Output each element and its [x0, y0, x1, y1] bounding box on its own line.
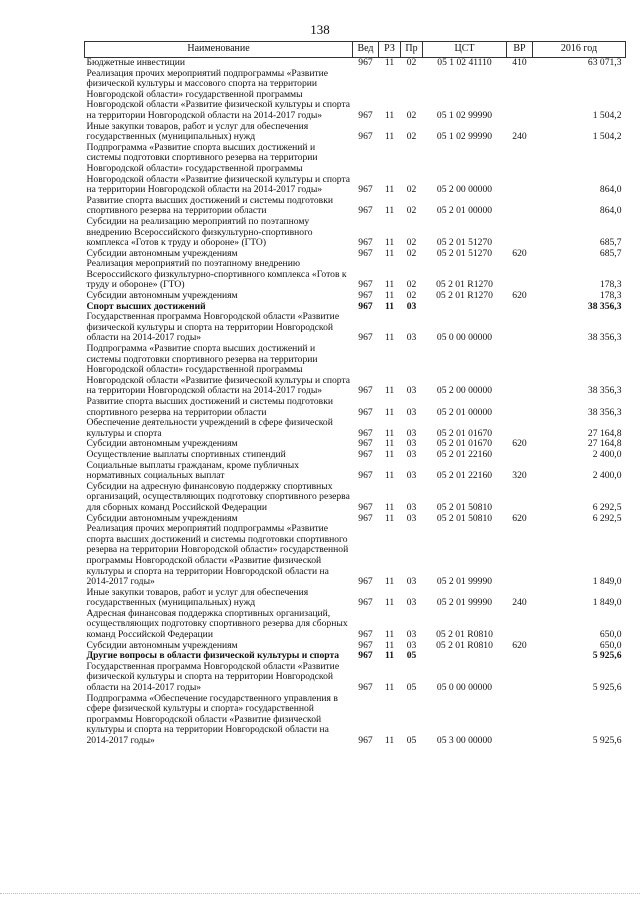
table-row — [85, 58, 626, 69]
row-name: Реализация прочих мероприятий подпрограммы «Развитие спорта высших достижений и системы подготовки спортивного резерва на территории Новгородской области» государственной программы Новгородской области «Развитие физической культуры и спорта на территории Новгородской области на 2014-2017 годы» — [86, 523, 349, 588]
row-rz: 11 — [384, 501, 395, 513]
row-amount: 63 071,3 — [587, 57, 622, 68]
row-vr — [507, 694, 533, 747]
row-ved: 967 — [358, 438, 373, 450]
table-row — [85, 450, 626, 461]
row-rz: 11 — [384, 629, 395, 641]
row-cst: 05 2 01 51270 — [436, 237, 493, 249]
row-rz: 11 — [384, 470, 395, 482]
row-ved: 967 — [358, 576, 373, 588]
row-ved: 967 — [358, 470, 373, 482]
row-vr — [507, 259, 533, 291]
row-cst: 05 2 01 00000 — [436, 205, 493, 217]
row-vr — [507, 450, 533, 461]
row-pr: 02 — [406, 205, 417, 217]
row-pr: 03 — [406, 576, 417, 588]
row-pr: 02 — [406, 109, 417, 121]
row-name: Иные закупки товаров, работ и услуг для обеспечения государственных (муниципальных) нужд — [86, 586, 309, 609]
row-pr: 03 — [406, 597, 417, 609]
row-name: Бюджетные инвестиции — [86, 57, 185, 68]
row-cst: 05 2 01 22160 — [436, 448, 493, 460]
row-vr — [507, 609, 533, 641]
row-vr — [507, 196, 533, 217]
row-pr: 03 — [406, 639, 417, 651]
row-pr: 02 — [406, 57, 417, 68]
row-ved: 967 — [358, 279, 373, 291]
row-amount: 178,3 — [599, 279, 622, 291]
header-name: Наименование — [85, 42, 353, 58]
row-cst: 05 1 02 41110 — [437, 57, 492, 68]
row-ved: 967 — [358, 300, 373, 312]
row-cst: 05 2 01 R0810 — [436, 629, 493, 641]
row-amount: 2 400,0 — [592, 470, 622, 482]
row-ved: 967 — [358, 109, 373, 121]
row-ved: 967 — [358, 512, 373, 524]
row-vr — [507, 524, 533, 588]
row-name: Другие вопросы в области физической культуры и спорта — [86, 650, 340, 662]
table-row — [85, 662, 626, 694]
row-vr: 240 — [512, 131, 527, 143]
header-vr: ВР — [507, 42, 533, 58]
row-pr: 05 — [406, 650, 417, 662]
row-ved: 967 — [358, 131, 373, 143]
row-vr — [507, 312, 533, 344]
table-row — [85, 461, 626, 482]
row-rz: 11 — [384, 57, 395, 68]
row-cst — [423, 302, 507, 313]
row-name: Социальные выплаты гражданам, кроме публичных нормативных социальных выплат — [86, 459, 300, 482]
row-amount: 38 356,3 — [587, 300, 622, 312]
row-name: Субсидии автономным учреждениям — [86, 639, 238, 651]
row-rz: 11 — [384, 735, 395, 746]
row-amount: 685,7 — [599, 237, 622, 249]
row-name: Развитие спорта высших достижений и системы подготовки спортивного резерва на территории области — [86, 396, 334, 418]
row-vr — [507, 418, 533, 439]
row-cst: 05 1 02 99990 — [436, 131, 493, 143]
row-ved: 967 — [358, 501, 373, 513]
row-amount: 38 356,3 — [587, 406, 622, 418]
row-amount: 864,0 — [599, 205, 622, 217]
row-cst: 05 2 01 99990 — [436, 576, 493, 588]
row-pr: 02 — [406, 290, 417, 302]
row-vr: 240 — [512, 597, 527, 609]
row-ved: 967 — [358, 639, 373, 651]
row-amount: 1 504,2 — [592, 131, 622, 143]
table-row — [85, 524, 626, 588]
row-cst: 05 2 00 00000 — [436, 184, 493, 196]
row-vr: 620 — [512, 512, 527, 524]
row-name: Подпрограмма «Развитие спорта высших достижений и системы подготовки спортивного резерва на территории Новгородской области» государственной программы Новгородской области «Развитие физической культуры и спорта на территории Новгородской области на 2014-2017 годы» — [86, 141, 351, 196]
row-pr: 03 — [406, 512, 417, 524]
row-rz: 11 — [384, 448, 395, 460]
row-vr — [507, 651, 533, 662]
row-amount: 27 164,8 — [587, 427, 622, 439]
row-vr: 410 — [512, 57, 527, 68]
row-ved: 967 — [358, 650, 373, 662]
row-rz: 11 — [384, 639, 395, 651]
row-ved: 967 — [358, 735, 373, 746]
table-row — [85, 418, 626, 439]
row-cst: 05 2 01 51270 — [436, 247, 493, 259]
row-ved: 967 — [358, 682, 373, 694]
row-name: Субсидии автономным учреждениям — [86, 438, 238, 450]
row-name: Реализация мероприятий по поэтапному внедрению Всероссийского физкультурно-спортивного комплекса «Готов к труду и обороне» (ГТО) — [86, 258, 347, 291]
row-cst: 05 2 01 01670 — [436, 427, 493, 439]
row-rz: 11 — [384, 131, 395, 143]
row-ved: 967 — [358, 237, 373, 249]
row-rz: 11 — [384, 109, 395, 121]
row-ved: 967 — [358, 332, 373, 344]
row-cst: 05 3 00 00000 — [436, 735, 493, 746]
row-amount: 650,0 — [599, 629, 622, 641]
row-rz: 11 — [384, 332, 395, 344]
row-name: Субсидии автономным учреждениям — [86, 247, 238, 259]
row-name: Субсидии на адресную финансовую поддержку спортивных организаций, осуществляющих подготовку спортивного резерва для сборных команд Российской Федерации — [86, 480, 350, 513]
row-ved: 967 — [358, 448, 373, 460]
row-amount: 2 400,0 — [592, 448, 622, 460]
row-vr: 620 — [512, 290, 527, 302]
row-pr: 02 — [406, 247, 417, 259]
page-number: 138 — [310, 22, 330, 37]
table-row — [85, 609, 626, 641]
table-row — [85, 259, 626, 291]
table-header-row — [85, 42, 626, 58]
row-ved: 967 — [358, 57, 373, 68]
header-year: 2016 год — [533, 42, 626, 58]
row-pr: 03 — [406, 332, 417, 344]
row-pr: 05 — [406, 735, 417, 746]
row-amount: 6 292,5 — [592, 501, 622, 513]
row-pr: 03 — [406, 448, 417, 460]
row-ved: 967 — [358, 629, 373, 641]
row-cst: 05 2 01 R1270 — [436, 279, 493, 291]
row-vr: 620 — [512, 247, 527, 259]
row-ved: 967 — [358, 385, 373, 397]
table-row — [85, 312, 626, 344]
row-cst: 05 2 01 99990 — [436, 597, 493, 609]
row-amount: 27 164,8 — [587, 438, 622, 450]
table-row — [85, 69, 626, 122]
table-row — [85, 694, 626, 747]
header-rz: РЗ — [379, 42, 401, 58]
row-name: Адресная финансовая поддержка спортивных организаций, осуществляющих подготовку спортивного резерва для сборных команд Российской Федерации — [86, 607, 348, 641]
row-cst: 05 2 00 00000 — [436, 385, 493, 397]
row-amount: 5 925,6 — [592, 735, 622, 746]
row-name: Реализация прочих мероприятий подпрограммы «Развитие физической культуры и массового спорта на территории Новгородской области» государственной программы Новгородской области «Развитие физической культуры и спорта на территории Новгородской области на 2014-2017 годы» — [86, 67, 351, 121]
row-amount: 1 849,0 — [592, 576, 622, 588]
row-amount: 1 849,0 — [592, 597, 622, 609]
row-name: Иные закупки товаров, работ и услуг для обеспечения государственных (муниципальных) нужд — [86, 120, 309, 143]
row-amount: 5 925,6 — [592, 650, 622, 662]
row-name: Государственная программа Новгородской области «Развитие физической культуры и спорта на территории Новгородской области на 2014-2017 годы» — [86, 311, 340, 344]
row-pr: 03 — [406, 501, 417, 513]
row-rz: 11 — [384, 385, 395, 397]
row-rz: 11 — [384, 247, 395, 259]
row-amount: 5 925,6 — [592, 682, 622, 694]
row-cst — [423, 651, 507, 662]
row-amount: 38 356,3 — [587, 332, 622, 344]
row-rz: 11 — [384, 184, 395, 196]
row-ved: 967 — [358, 247, 373, 259]
row-cst: 05 2 01 R1270 — [436, 290, 493, 302]
table-row — [85, 143, 626, 196]
row-ved: 967 — [358, 184, 373, 196]
row-name: Подпрограмма «Обеспечение государственного управления в сфере физической культуры и спорта» государственной программы Новгородской области «Развитие физической культуры и спорта на территории Новгородской области на 2014-2017 годы» — [86, 692, 338, 746]
row-rz: 11 — [384, 205, 395, 217]
row-cst: 05 2 01 R0810 — [436, 639, 493, 651]
row-pr: 02 — [406, 184, 417, 196]
row-ved: 967 — [358, 290, 373, 302]
row-ved: 967 — [358, 427, 373, 439]
row-amount: 864,0 — [599, 184, 622, 196]
row-pr: 02 — [406, 237, 417, 249]
row-name: Развитие спорта высших достижений и системы подготовки спортивного резерва на территории области — [86, 194, 334, 217]
row-ved: 967 — [358, 205, 373, 217]
row-rz: 11 — [384, 438, 395, 450]
row-amount: 685,7 — [599, 247, 622, 259]
row-pr: 03 — [406, 427, 417, 439]
scan-edge-noise — [0, 893, 640, 895]
row-pr: 03 — [406, 385, 417, 397]
row-pr: 05 — [406, 682, 417, 694]
header-pr: Пр — [401, 42, 423, 58]
row-vr — [507, 482, 533, 514]
row-rz: 11 — [384, 406, 395, 418]
row-name: Субсидии автономным учреждениям — [86, 290, 238, 302]
table-row — [85, 217, 626, 249]
table-body — [85, 58, 626, 747]
row-vr — [507, 662, 533, 694]
row-cst: 05 0 00 00000 — [436, 332, 493, 344]
row-pr: 03 — [406, 438, 417, 450]
table-row — [85, 588, 626, 609]
row-rz: 11 — [384, 427, 395, 439]
row-name: Подпрограмма «Развитие спорта высших достижений и системы подготовки спортивного резерва на территории Новгородской области» государственной программы Новгородской области «Развитие физической культуры и спорта на территории Новгородской области на 2014-2017 годы» — [86, 343, 351, 397]
row-vr — [507, 302, 533, 313]
row-name: Государственная программа Новгородской области «Развитие физической культуры и спорта на территории Новгородской области на 2014-2017 годы» — [86, 660, 340, 694]
row-name: Субсидии автономным учреждениям — [86, 512, 238, 524]
row-pr: 02 — [406, 131, 417, 143]
table-row — [85, 482, 626, 514]
row-rz: 11 — [384, 597, 395, 609]
table-row — [85, 344, 626, 397]
row-vr — [507, 69, 533, 122]
row-amount: 650,0 — [599, 639, 622, 651]
row-name: Спорт высших достижений — [86, 300, 206, 312]
row-pr: 02 — [406, 279, 417, 291]
row-vr: 620 — [512, 438, 527, 450]
row-cst: 05 1 02 99990 — [436, 109, 493, 121]
row-name: Осуществление выплаты спортивных стипендий — [86, 448, 286, 460]
row-cst: 05 2 01 50810 — [436, 512, 493, 524]
row-rz: 11 — [384, 650, 395, 662]
row-vr — [507, 344, 533, 397]
row-cst: 05 2 01 22160 — [436, 470, 493, 482]
table-row — [85, 196, 626, 217]
row-rz: 11 — [384, 576, 395, 588]
row-pr: 03 — [406, 470, 417, 482]
row-amount: 38 356,3 — [587, 385, 622, 397]
row-ved: 967 — [358, 597, 373, 609]
row-cst: 05 2 01 50810 — [436, 501, 493, 513]
row-vr: 320 — [512, 470, 527, 482]
row-vr — [507, 217, 533, 249]
row-pr: 03 — [406, 300, 417, 312]
row-cst: 05 0 00 00000 — [436, 682, 493, 694]
row-amount: 178,3 — [599, 290, 622, 302]
row-cst: 05 2 01 00000 — [436, 406, 493, 418]
row-rz: 11 — [384, 512, 395, 524]
row-name: Субсидии на реализацию мероприятий по поэтапному внедрению Всероссийского физкультурно-спортивного комплекса «Готов к труду и обороне» (ГТО) — [86, 215, 313, 249]
table-row — [85, 397, 626, 418]
row-name: Обеспечение деятельности учреждений в сфере физической культуры и спорта — [86, 417, 333, 439]
row-pr: 03 — [406, 629, 417, 641]
row-cst: 05 2 01 01670 — [436, 438, 493, 450]
row-rz: 11 — [384, 290, 395, 302]
row-vr — [507, 143, 533, 196]
row-vr — [507, 397, 533, 418]
header-ved: Вед — [353, 42, 379, 58]
row-rz: 11 — [384, 237, 395, 249]
row-rz: 11 — [384, 682, 395, 694]
budget-table — [84, 41, 626, 747]
row-vr: 620 — [512, 639, 527, 651]
row-rz: 11 — [384, 300, 395, 312]
header-cst: ЦСТ — [423, 42, 507, 58]
row-rz: 11 — [384, 279, 395, 291]
row-ved: 967 — [358, 406, 373, 418]
row-amount: 6 292,5 — [592, 512, 622, 524]
table-row — [85, 122, 626, 143]
row-pr: 03 — [406, 406, 417, 418]
row-amount: 1 504,2 — [592, 109, 622, 121]
